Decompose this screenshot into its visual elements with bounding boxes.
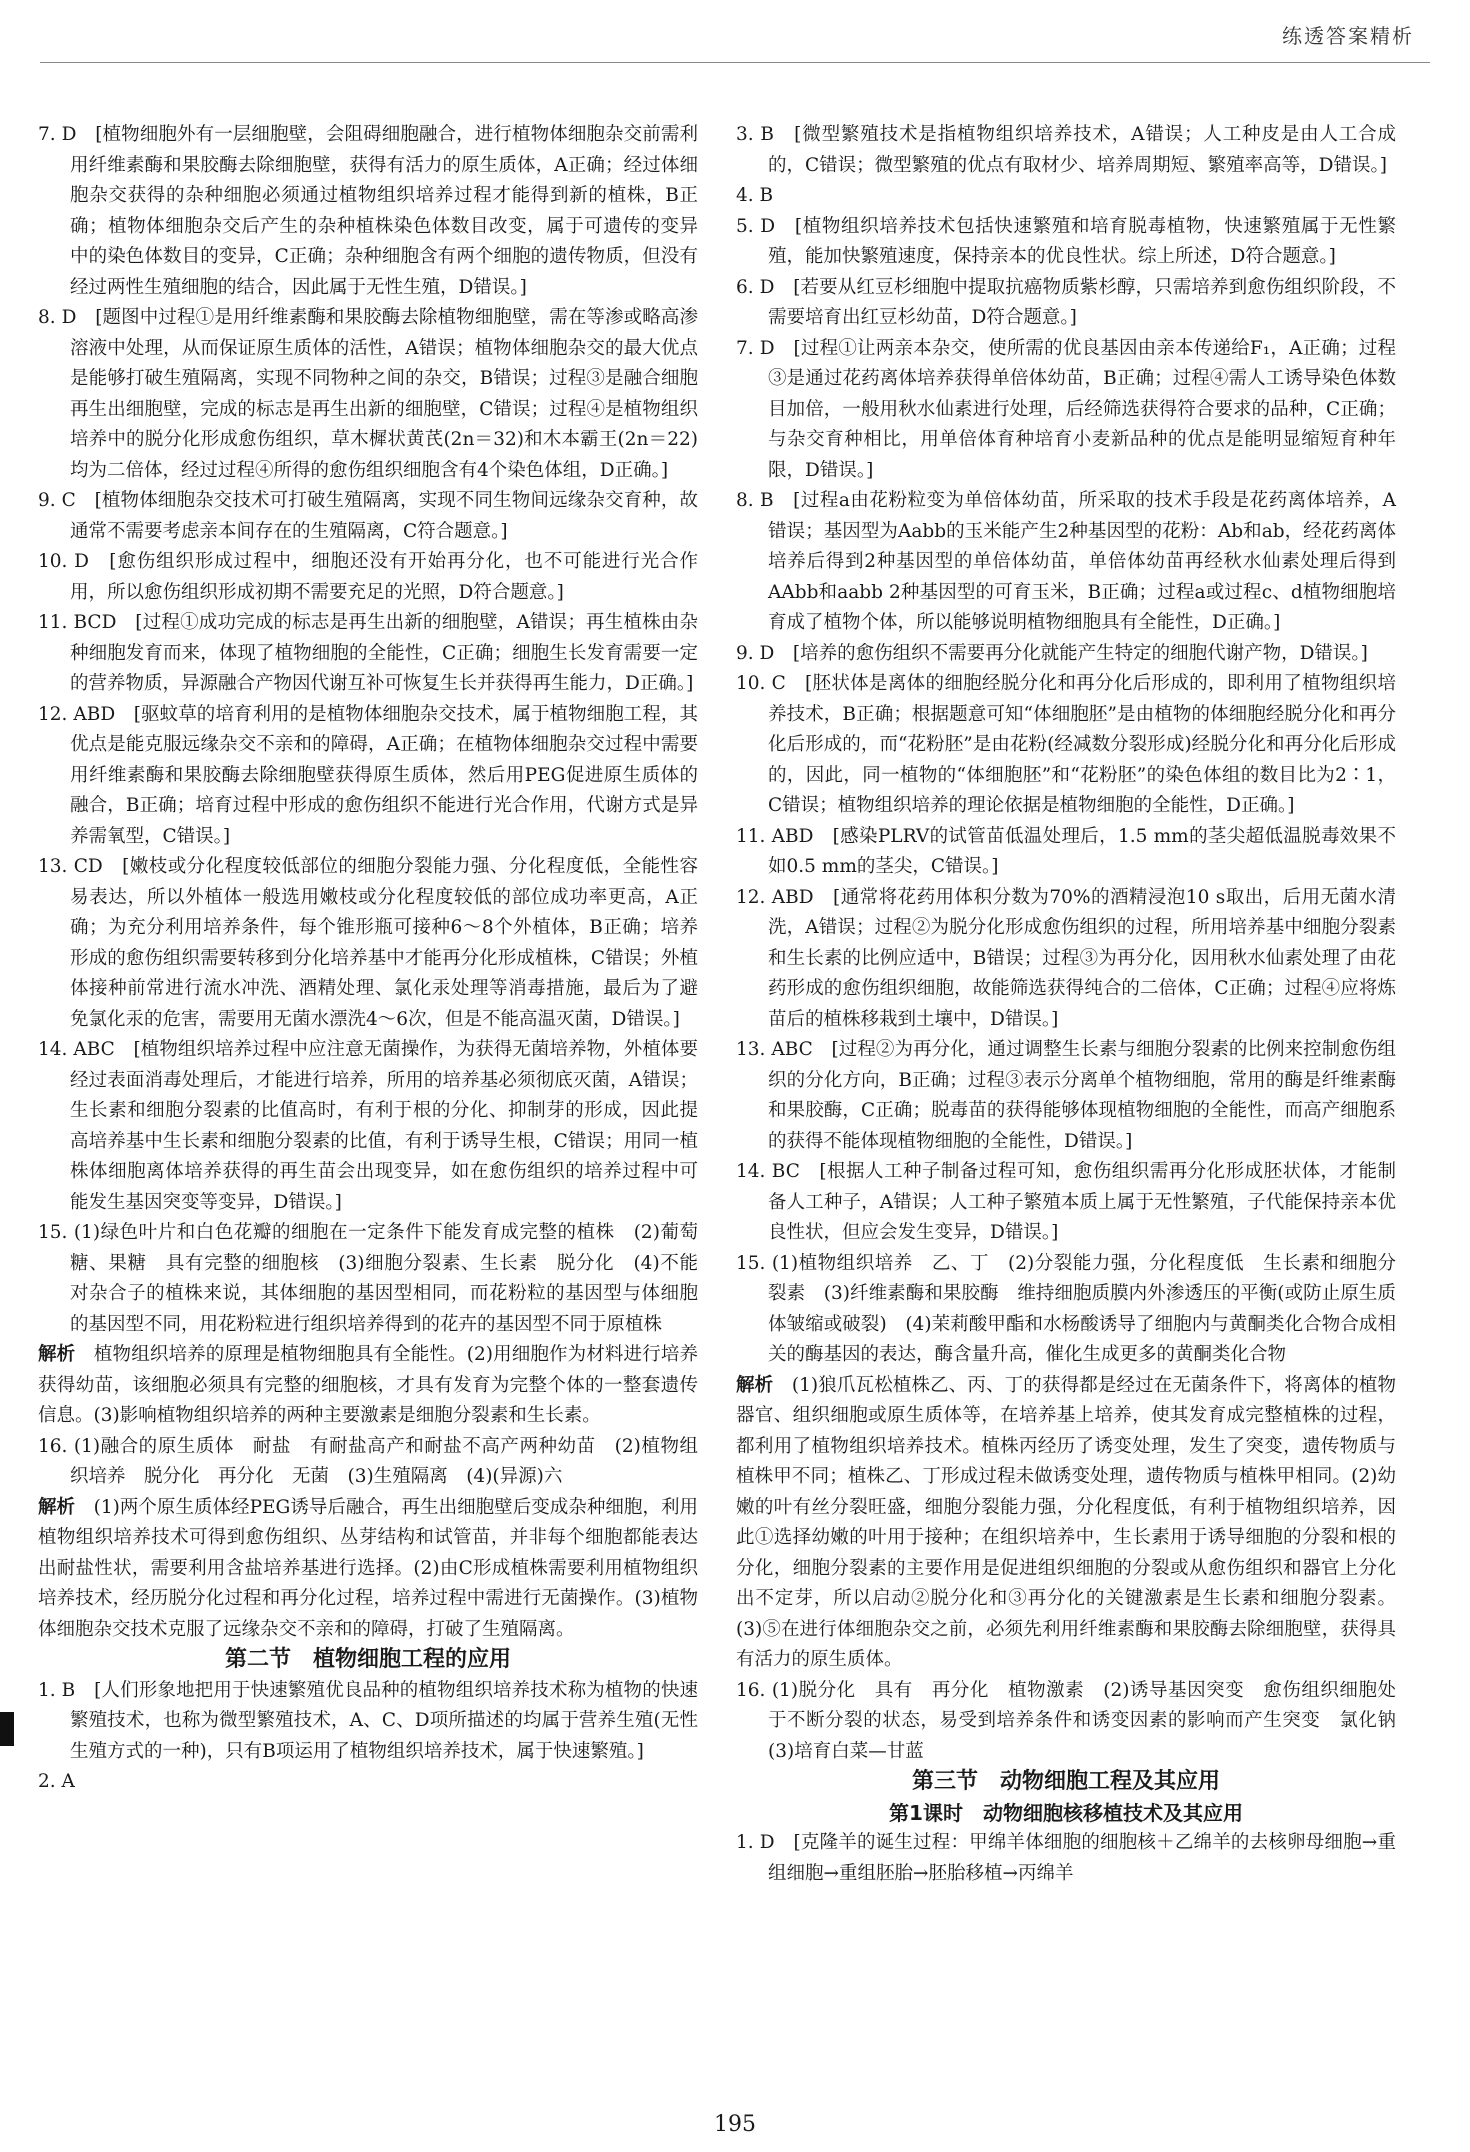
section-title: 第三节 动物细胞工程及其应用 xyxy=(911,1769,1220,1794)
answer-item: 10. D [愈伤组织形成过程中，细胞还没有开始再分化，也不可能进行光合作用，所以愈伤组织形成初期不需要充足的光照，D符合题意。] xyxy=(38,551,698,603)
answer-item: 7. D [植物细胞外有一层细胞壁，会阻碍细胞融合，进行植物体细胞杂交前需利用纤维素酶和果胶酶去除细胞壁，获得有活力的原生质体，A正确；经过体细胞杂交获得的杂种细胞必须通过植物组织培养过程才能得到新的植株，B正确；植物体细胞杂交后产生的杂种植株染色体数目改变，属于可遗传的变异中的染色体数目的变异，C正确；杂种细胞含有两个细胞的遗传物质，但没有经过两性生殖细胞的结合，因此属于无性生殖，D错误。] xyxy=(38,124,698,298)
answer-item: 14. BC [根据人工种子制备过程可知，愈伤组织需再分化形成胚状体，才能制备人工种子，A错误；人工种子繁殖本质上属于无性繁殖，子代能保持亲本优良性状，但应会发生变异，D错误。] xyxy=(736,1161,1396,1243)
answer-item: 13. ABC [过程②为再分化，通过调整生长素与细胞分裂素的比例来控制愈伤组织的分化方向，B正确；过程③表示分离单个植物细胞，常用的酶是纤维素酶和果胶酶，C正确；脱毒苗的获得能够体现植物细胞的全能性，而高产细胞系的获得不能体现植物细胞的全能性，D错误。] xyxy=(736,1039,1396,1152)
answer-item: 13. CD [嫩枝或分化程度较低部位的细胞分裂能力强、分化程度低，全能性容易表达，所以外植体一般选用嫩枝或分化程度较低的部位成功率更高，A正确；为充分利用培养条件，每个锥形瓶可接种6～8个外植体，B正确；培养形成的愈伤组织需要转移到分化培养基中才能再分化形成植株，C错误；外植体接种前常进行流水冲洗、酒精处理、氯化汞处理等消毒措施，最后为了避免氯化汞的危害，需要用无菌水漂洗4～6次，但是不能高温灭菌，D错误。] xyxy=(38,856,698,1030)
answer-item: 7. D [过程①让两亲本杂交，使所需的优良基因由亲本传递给F₁，A正确；过程③是通过花药离体培养获得单倍体幼苗，B正确；过程④需人工诱导染色体数目加倍，一般用秋水仙素进行处理，后经筛选获得符合要求的品种，C正确；与杂交育种相比，用单倍体育种培育小麦新品种的优点是能明显缩短育种年限，D错误。] xyxy=(736,337,1396,481)
analysis-paragraph xyxy=(38,1340,698,1432)
answer-item: 2. A xyxy=(38,1771,75,1792)
analysis-label: 解析 xyxy=(38,1496,76,1518)
answer-item: 9. C [植物体细胞杂交技术可打破生殖隔离，实现不同生物间远缘杂交育种，故通常不需要考虑亲本间存在的生殖隔离，C符合题意。] xyxy=(38,490,698,542)
analysis-label: 解析 xyxy=(736,1374,774,1396)
running-header: 练透答案精析 xyxy=(1282,24,1414,48)
answer-item: 16. (1)脱分化 具有 再分化 植物激素 (2)诱导基因突变 愈伤组织细胞处于不断分裂的状态，易受到培养条件和诱变因素的影响而产生突变 氯化钠 (3)培育白菜—甘蓝 xyxy=(736,1679,1415,1762)
analysis-label: 解析 xyxy=(38,1344,76,1365)
answer-item: 6. D [若要从红豆杉细胞中提取抗癌物质紫杉醇，只需培养到愈伤组织阶段，不需要培育出红豆杉幼苗，D符合题意。] xyxy=(736,276,1396,328)
left-column xyxy=(38,120,717,1798)
answer-item: 1. B [人们形象地把用于快速繁殖优良品种的植物组织培养技术称为植物的快速繁殖技术，也称为微型繁殖技术，A、C、D项所描述的均属于营养生殖(无性生殖方式的一种)，只有B项运用了植物组织培养技术，属于快速繁殖。] xyxy=(38,1679,698,1762)
answer-item: 1. D [克隆羊的诞生过程：甲绵羊体细胞的细胞核＋乙绵羊的去核卵母细胞→重组细胞→重组胚胎→胚胎移植→丙绵羊 xyxy=(736,1832,1396,1884)
answer-item: 10. C [胚状体是离体的细胞经脱分化和再分化后形成的，即利用了植物组织培养技术，B正确；根据题意可知“体细胞胚”是由植物的体细胞经脱分化和再分化后形成的，而“花粉胚”是由花粉(经减数分裂形成)经脱分化和再分化后形成的，因此，同一植物的“体细胞胚”和“花粉胚”的染色体组的数目比为2∶1，C错误；植物组织培养的理论依据是植物细胞的全能性，D正确。] xyxy=(736,673,1396,816)
header-divider xyxy=(40,62,1430,63)
lesson-title: 第1课时 动物细胞核移植技术及其应用 xyxy=(889,1800,1243,1825)
answer-item: 11. BCD [过程①成功完成的标志是再生出新的细胞壁，A错误；再生植株由杂种细胞发育而来，体现了植物细胞的全能性，C正确；细胞生长发育需要一定的营养物质，异源融合产物因代谢互补可恢复生长并获得再生能力，D正确。] xyxy=(38,612,698,694)
analysis-paragraph xyxy=(736,1371,1396,1676)
answer-item: 15. (1)植物组织培养 乙、丁 (2)分裂能力强，分化程度低 生长素和细胞分裂素 (3)纤维素酶和果胶酶 维持细胞质膜内外渗透压的平衡(或防止原生质体皱缩或破裂) (4)茉莉酸甲酯和水杨酸诱导了细胞内与黄酮类化合物合成相关的酶基因的表达，酶含量升高，催化生成更多的黄酮类化合物 xyxy=(736,1252,1396,1365)
answer-item: 15. (1)绿色叶片和白色花瓣的细胞在一定条件下能发育成完整的植株 (2)葡萄糖、果糖 具有完整的细胞核 (3)细胞分裂素、生长素 脱分化 (4)不能 对杂合子的植株来说，其体细胞的基因型相同，而花粉粒的基因型与体细胞的基因型不同，用花粉粒进行组织培养得到的花卉的基因型不同于原植株 xyxy=(38,1222,717,1335)
answer-item: 16. (1)融合的原生质体 耐盐 有耐盐高产和耐盐不高产两种幼苗 (2)植物组织培养 脱分化 再分化 无菌 (3)生殖隔离 (4)(异源)六 xyxy=(38,1435,698,1487)
page-edge-marker xyxy=(0,1712,14,1746)
analysis-text: (1)两个原生质体经PEG诱导后融合，再生出细胞壁后变成杂种细胞，利用植物组织培养技术可得到愈伤组织、丛芽结构和试管苗，并非每个细胞都能表达出耐盐性状，需要利用含盐培养基进行选择。(2)由C形成植株需要利用植物组织培养技术，经历脱分化过程和再分化过程，培养过程中需进行无菌操作。(3)植物体细胞杂交技术克服了远缘杂交不亲和的障碍，打破了生殖隔离。 xyxy=(38,1496,698,1640)
right-column xyxy=(736,120,1415,1889)
answer-item: 5. D [植物组织培养技术包括快速繁殖和培育脱毒植物，快速繁殖属于无性繁殖，能加快繁殖速度，保持亲本的优良性状。综上所述，D符合题意。] xyxy=(736,215,1396,267)
answer-item: 9. D [培养的愈伤组织不需要再分化就能产生特定的细胞代谢产物，D错误。] xyxy=(736,642,1368,664)
answer-item: 8. B [过程a由花粉粒变为单倍体幼苗，所采取的技术手段是花药离体培养，A错误；基因型为Aabb的玉米能产生2种基因型的花粉：Ab和ab，经花药离体培养后得到2种基因型的单倍体幼苗，单倍体幼苗再经秋水仙素处理后得到AAbb和aabb 2种基因型的可育玉米，B正确；过程a或过程c、d植物细胞培育成了植物个体，所以能够说明植物细胞具有全能性，D正确。] xyxy=(736,490,1396,633)
answer-item: 14. ABC [植物组织培养过程中应注意无菌操作，为获得无菌培养物，外植体要经过表面消毒处理后，才能进行培养，所用的培养基必须彻底灭菌，A错误；生长素和细胞分裂素的比值高时，有利于根的分化、抑制芽的形成，因此提高培养基中生长素和细胞分裂素的比值，有利于诱导生根，C错误；用同一植株体细胞离体培养获得的再生苗会出现变异，如在愈伤组织的培养过程中可能发生基因突变等变异，D错误。] xyxy=(38,1039,698,1213)
analysis-text: 植物组织培养的原理是植物细胞具有全能性。(2)用细胞作为材料进行培养获得幼苗，该细胞必须具有完整的细胞核，才具有发育为完整个体的一整套遗传信息。(3)影响植物组织培养的两种主要激素是细胞分裂素和生长素。 xyxy=(38,1344,698,1426)
analysis-paragraph xyxy=(38,1493,698,1646)
page-number: 195 xyxy=(714,2112,756,2137)
answer-item: 8. D [题图中过程①是用纤维素酶和果胶酶去除植物细胞壁，需在等渗或略高渗溶液中处理，从而保证原生质体的活性，A错误；植物体细胞杂交的最大优点是能够打破生殖隔离，实现不同物种之间的杂交，B错误；过程③是融合细胞再生出细胞壁，完成的标志是再生出新的细胞壁，C错误；过程④是植物组织培养中的脱分化形成愈伤组织，草木樨状黄芪(2n＝32)和木本霸王(2n＝22)均为二倍体，经过过程④所得的愈伤组织细胞含有4个染色体组，D正确。] xyxy=(38,307,698,481)
answer-item: 4. B xyxy=(736,185,774,206)
answer-item: 12. ABD [通常将花药用体积分数为70%的酒精浸泡10 s取出，后用无菌水清洗，A错误；过程②为脱分化形成愈伤组织的过程，所用培养基中细胞分裂素和生长素的比例应适中，B错误；过程③为再分化，因用秋水仙素处理了由花药形成的愈伤组织细胞，故能筛选获得纯合的二倍体，C正确；过程④应将炼苗后的植株移栽到土壤中，D错误。] xyxy=(736,886,1396,1030)
answer-item: 11. ABD [感染PLRV的试管苗低温处理后，1.5 mm的茎尖超低温脱毒效果不如0.5 mm的茎尖，C错误。] xyxy=(736,825,1396,877)
answer-item: 3. B [微型繁殖技术是指植物组织培养技术，A错误；人工种皮是由人工合成的，C错误；微型繁殖的优点有取材少、培养周期短、繁殖率高等，D错误。] xyxy=(736,124,1396,176)
section-title: 第二节 植物细胞工程的应用 xyxy=(224,1647,511,1672)
answer-item: 12. ABD [驱蚊草的培育利用的是植物体细胞杂交技术，属于植物细胞工程，其优点是能克服远缘杂交不亲和的障碍，A正确；在植物体细胞杂交过程中需要用纤维素酶和果胶酶去除细胞壁获得原生质体，然后用PEG促进原生质体的融合，B正确；培育过程中形成的愈伤组织不能进行光合作用，代谢方式是异养需氧型，C错误。] xyxy=(38,703,698,847)
analysis-text: (1)狼爪瓦松植株乙、丙、丁的获得都是经过在无菌条件下，将离体的植物器官、组织细胞或原生质体等，在培养基上培养，使其发育成完整植株的过程，都利用了植物组织培养技术。植株丙经历了诱变处理，发生了突变，遗传物质与植株甲不同；植株乙、丁形成过程未做诱变处理，遗传物质与植株甲相同。(2)幼嫩的叶有丝分裂旺盛，细胞分裂能力强，分化程度低，有利于植物组织培养，因此①选择幼嫩的叶用于接种；在组织培养中，生长素用于诱导细胞的分裂和根的分化，细胞分裂素的主要作用是促进组织细胞的分裂或从愈伤组织和器官上分化出不定芽，所以启动②脱分化和③再分化的关键激素是生长素和细胞分裂素。(3)⑤在进行体细胞杂交之前，必须先利用纤维素酶和果胶酶去除细胞壁，获得具有活力的原生质体。 xyxy=(736,1374,1396,1670)
